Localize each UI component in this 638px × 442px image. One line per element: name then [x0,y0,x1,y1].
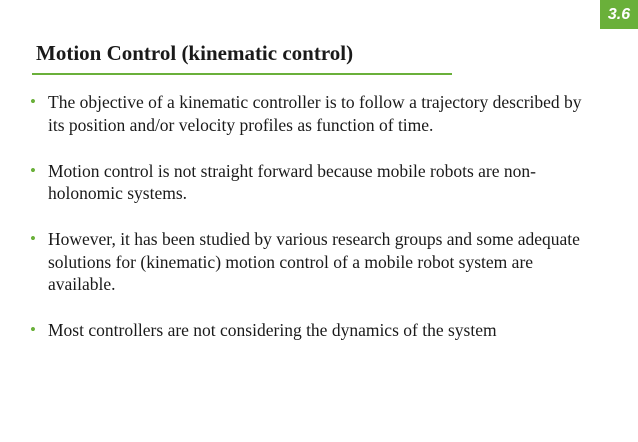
slide-number-badge: 3.6 [600,0,638,29]
bullet-dot-icon: • [30,92,36,111]
bullet-item [30,91,600,136]
title-underline [32,73,452,75]
bullet-text: However, it has been studied by various research groups and some adequate solutions for (kinematic) motion control of a mobile robot system are available. [48,229,580,294]
bullet-item [30,319,600,342]
bullet-dot-icon: • [30,160,36,180]
bullet-text: Motion control is not straight forward because mobile robots are non-holonomic systems. [48,160,536,203]
bullet-item [30,228,600,296]
bullet-text: Most controllers are not considering the dynamics of the system [48,320,497,340]
bullet-text: The objective of a kinematic controller is to follow a trajectory described by its position and/or velocity profiles as function of time. [48,92,582,135]
bullet-list [30,91,600,342]
bullet-item [30,160,600,205]
bullet-dot-icon: • [30,320,36,339]
slide-title: Motion Control (kinematic control) [36,41,354,65]
bullet-dot-icon: • [30,229,36,248]
